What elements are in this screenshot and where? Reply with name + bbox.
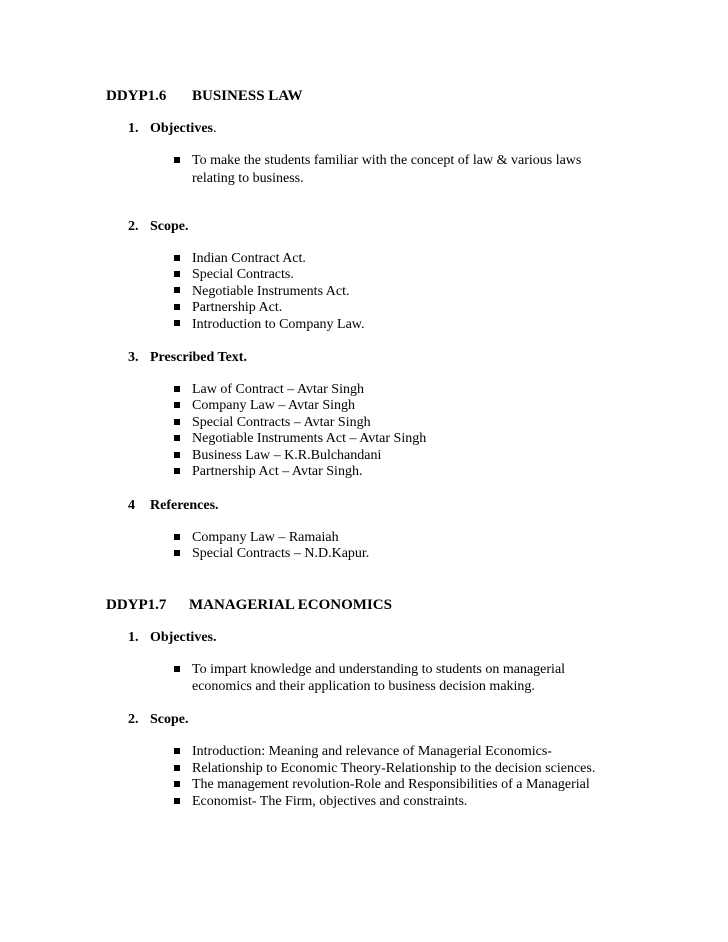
part-number: 4	[128, 498, 135, 513]
part-label-scope: Scope.	[150, 219, 189, 234]
square-bullet-icon	[174, 386, 180, 392]
list-item: Introduction: Meaning and relevance of Managerial Economics-	[192, 744, 552, 759]
square-bullet-icon	[174, 666, 180, 672]
part-label-prescribed-text: Prescribed Text.	[150, 350, 247, 365]
square-bullet-icon	[174, 402, 180, 408]
square-bullet-icon	[174, 798, 180, 804]
part-number: 2.	[128, 219, 139, 234]
list-item-line: relating to business.	[192, 171, 304, 186]
square-bullet-icon	[174, 287, 180, 293]
part-number: 3.	[128, 350, 139, 365]
list-item: Special Contracts – Avtar Singh	[192, 415, 371, 430]
square-bullet-icon	[174, 435, 180, 441]
square-bullet-icon	[174, 765, 180, 771]
list-item: The management revolution-Role and Responsibilities of a Managerial	[192, 777, 590, 792]
list-item: Company Law – Ramaiah	[192, 530, 339, 545]
list-item: Special Contracts.	[192, 267, 294, 282]
part-label-scope: Scope.	[150, 712, 189, 727]
part-label-objectives: Objectives.	[150, 630, 217, 645]
list-item: Relationship to Economic Theory-Relationship to the decision sciences.	[192, 761, 596, 776]
square-bullet-icon	[174, 271, 180, 277]
part-label-references: References.	[150, 498, 219, 513]
list-item: Business Law – K.R.Bulchandani	[192, 448, 382, 463]
list-item: Company Law – Avtar Singh	[192, 398, 356, 413]
square-bullet-icon	[174, 781, 180, 787]
list-item: Partnership Act.	[192, 300, 283, 315]
list-item: Special Contracts – N.D.Kapur.	[192, 546, 370, 561]
list-item: Introduction to Company Law.	[192, 317, 365, 332]
list-item: Indian Contract Act.	[192, 251, 306, 266]
list-item-line: To make the students familiar with the concept of law & various laws	[192, 153, 582, 168]
list-item: Negotiable Instruments Act.	[192, 284, 350, 299]
list-item: Negotiable Instruments Act – Avtar Singh	[192, 431, 427, 446]
square-bullet-icon	[174, 550, 180, 556]
square-bullet-icon	[174, 468, 180, 474]
part-number: 1.	[128, 630, 139, 645]
square-bullet-icon	[174, 157, 180, 163]
list-item-line: economics and their application to business decision making.	[192, 679, 535, 694]
square-bullet-icon	[174, 419, 180, 425]
list-item: Law of Contract – Avtar Singh	[192, 382, 364, 397]
square-bullet-icon	[174, 534, 180, 540]
square-bullet-icon	[174, 748, 180, 754]
section-title-business-law: BUSINESS LAW	[192, 88, 303, 104]
part-label-objectives: Objectives.	[150, 121, 217, 136]
section-code-ddyp1-6: DDYP1.6	[106, 88, 167, 104]
list-item-line: To impart knowledge and understanding to students on managerial	[192, 662, 566, 677]
square-bullet-icon	[174, 255, 180, 261]
square-bullet-icon	[174, 304, 180, 310]
list-item: Economist- The Firm, objectives and constraints.	[192, 794, 468, 809]
part-number: 2.	[128, 712, 139, 727]
square-bullet-icon	[174, 320, 180, 326]
section-title-managerial-economics: MANAGERIAL ECONOMICS	[189, 597, 392, 613]
part-number: 1.	[128, 121, 139, 136]
square-bullet-icon	[174, 452, 180, 458]
list-item: Partnership Act – Avtar Singh.	[192, 464, 363, 479]
section-code-ddyp1-7: DDYP1.7	[106, 597, 167, 613]
